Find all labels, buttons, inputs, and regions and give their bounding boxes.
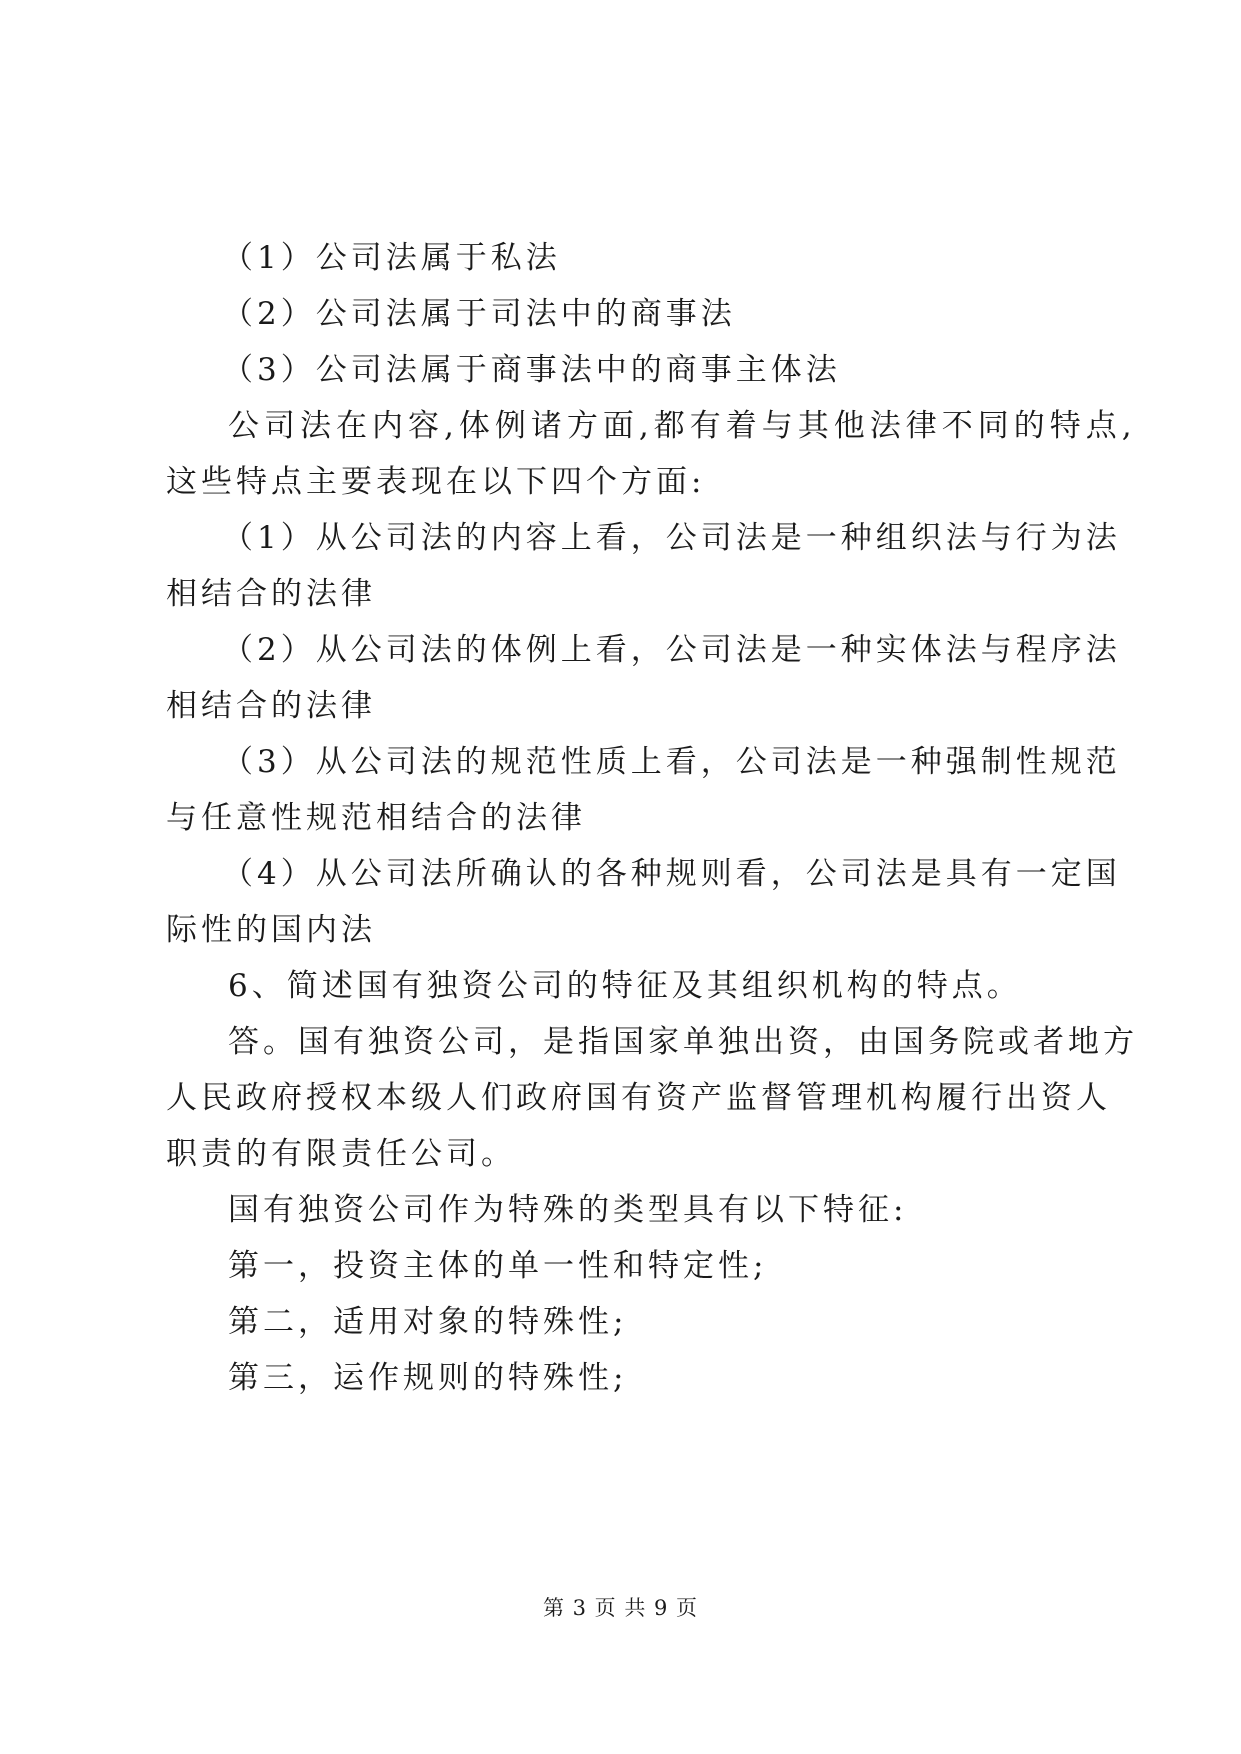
text-line: （3）公司法属于商事法中的商事主体法 [222, 352, 841, 388]
text-line: 相结合的法律 [166, 688, 376, 724]
text-line: （1）公司法属于私法 [222, 240, 561, 276]
text-line: 人民政府授权本级人们政府国有资产监督管理机构履行出资人 [166, 1080, 1111, 1116]
text-line: 相结合的法律 [166, 576, 376, 612]
text-line: 第三，运作规则的特殊性; [228, 1360, 628, 1396]
text-line: 答。国有独资公司，是指国家单独出资，由国务院或者地方 [228, 1024, 1138, 1060]
text-line: 第一，投资主体的单一性和特定性; [228, 1248, 768, 1284]
text-line: 这些特点主要表现在以下四个方面: [166, 464, 706, 500]
page-number-footer: 第 3 页 共 9 页 [542, 1596, 699, 1620]
text-line: 职责的有限责任公司。 [166, 1136, 516, 1172]
text-line: （4）从公司法所确认的各种规则看，公司法是具有一定国 [222, 856, 1121, 892]
text-line: 国有独资公司作为特殊的类型具有以下特征: [228, 1192, 908, 1228]
text-line: （1）从公司法的内容上看，公司法是一种组织法与行为法 [222, 520, 1121, 556]
text-line: 第二，适用对象的特殊性; [228, 1304, 628, 1340]
text-line: 际性的国内法 [166, 912, 376, 948]
text-line: 6、简述国有独资公司的特征及其组织机构的特点。 [228, 968, 1022, 1004]
text-line: （2）从公司法的体例上看，公司法是一种实体法与程序法 [222, 632, 1121, 668]
text-line: （2）公司法属于司法中的商事法 [222, 296, 736, 332]
text-line: 与任意性规范相结合的法律 [166, 800, 586, 836]
text-line: 公司法在内容,体例诸方面,都有着与其他法律不同的特点, [228, 408, 1137, 444]
text-line: （3）从公司法的规范性质上看，公司法是一种强制性规范 [222, 744, 1121, 780]
